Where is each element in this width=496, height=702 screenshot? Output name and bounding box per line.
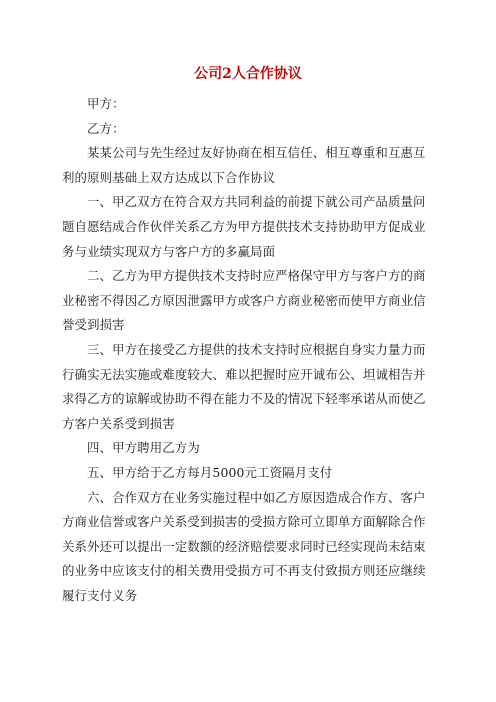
document-body <box>62 92 436 608</box>
clause-4: 四、甲方聘用乙方为 <box>87 440 200 456</box>
clause-2: 二、乙方为甲方提供技术支持时应严格保守甲方与客户方的商业秘密不得因乙方原因泄露甲方或客户方商业秘密而使甲方商业信誉受到损害 <box>62 268 426 333</box>
clause-6: 六、合作双方在业务实施过程中如乙方原因造成合作方、客户方商业信誉或客户关系受到损害的受损方除可立即单方面解除合作关系外还可以提出一定数额的经济赔偿要求同时已经实现尚未结束的业务中应该支付的相关费用受损方可不再支付致损方则还应继续履行支付义务 <box>62 489 426 603</box>
intro-paragraph: 某某公司与先生经过友好协商在相互信任、相互尊重和互惠互利的原则基础上双方达成以下合作协议 <box>62 145 426 185</box>
clause-3: 三、甲方在接受乙方提供的技术支持时应根据自身实力量力而行确实无法实施或难度较大、难以把握时应开诚布公、坦诚相告并求得乙方的谅解或协助不得在能力不及的情况下轻率承诺从而使乙方客户关系受到损害 <box>62 341 426 431</box>
document-title: 公司2人合作协议 <box>194 66 302 82</box>
party-a-label: 甲方： <box>87 96 125 111</box>
party-b-label: 乙方： <box>87 120 125 136</box>
clause-5: 五、甲方给于乙方每月5000元工资隔月支付 <box>87 464 333 480</box>
clause-1: 一、甲乙双方在符合双方共同利益的前提下就公司产品质量问题自愿结成合作伙伴关系乙方为甲方提供技术支持协助甲方促成业务与业绩实现双方与客户方的多赢局面 <box>62 194 426 259</box>
